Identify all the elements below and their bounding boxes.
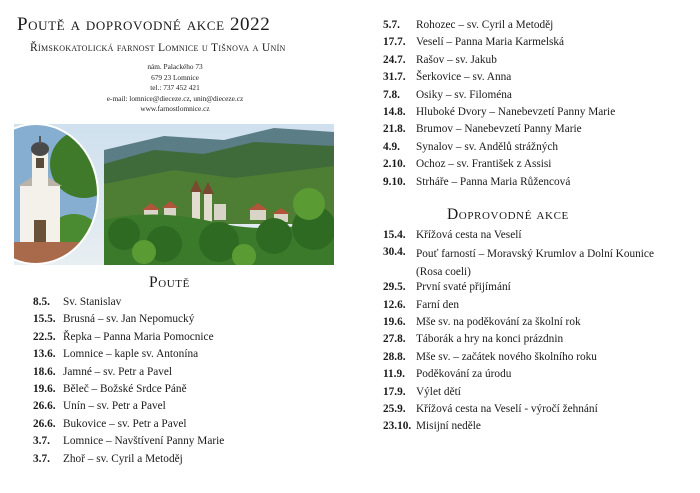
event-date: 18.6. [33, 365, 56, 378]
event-date: 26.6. [33, 417, 56, 430]
list-item [33, 331, 343, 348]
list-item [383, 141, 700, 158]
event-text: Mše sv. – začátek nového školního roku [416, 350, 597, 363]
event-date: 7.8. [383, 88, 400, 101]
event-date: 17.9. [383, 385, 406, 398]
list-item [383, 123, 700, 140]
event-text: Hluboké Dvory – Nanebevzetí Panny Marie [416, 105, 616, 118]
event-date: 26.6. [33, 400, 56, 413]
contact-block [65, 62, 285, 115]
event-date: 21.8. [383, 123, 406, 136]
list-item [383, 71, 700, 88]
event-text: Veselí – Panna Maria Karmelská [416, 36, 565, 49]
event-date: 2.10. [383, 158, 406, 171]
event-text: Synalov – sv. Andělů strážných [416, 140, 559, 153]
event-date: 14.8. [383, 105, 406, 118]
event-date: 17.7. [383, 36, 406, 49]
event-text: Misijní neděle [416, 420, 481, 433]
event-text: Poděkování za úrodu [416, 368, 512, 381]
event-text: Výlet dětí [416, 385, 461, 398]
event-text: Zhoř – sv. Cyril a Metoděj [63, 452, 183, 465]
event-date: 5.7. [383, 19, 400, 31]
event-text: Táborák a hry na konci prázdnin [416, 333, 564, 346]
event-text: Bukovice – sv. Petr a Pavel [63, 417, 187, 430]
event-text: Rašov – sv. Jakub [416, 53, 497, 66]
event-date: 11.9. [383, 368, 405, 381]
list-item [383, 106, 700, 123]
address-street: nám. Palackého 73 [147, 62, 203, 71]
poute-list [33, 296, 343, 470]
email: e-mail: lomnice@dieceze.cz, unin@dieceze.cz [106, 93, 244, 103]
poute-heading: Poutě [149, 274, 190, 291]
event-text: Lomnice – kaple sv. Antonína [63, 348, 199, 361]
event-date: 19.6. [33, 382, 56, 395]
list-item [383, 299, 700, 316]
page-title: Poutě a doprovodné akce 2022 [17, 14, 271, 35]
event-date: 15.4. [383, 229, 406, 241]
event-text: Sv. Stanislav [63, 296, 122, 308]
list-item [383, 316, 700, 333]
event-date: 24.7. [383, 53, 406, 66]
list-item [383, 420, 700, 437]
event-text: Brumov – Nanebevzetí Panny Marie [416, 123, 582, 136]
list-item [383, 176, 700, 193]
list-item [33, 400, 343, 417]
landscape-photo [14, 124, 334, 265]
event-date: 19.6. [383, 315, 406, 328]
list-item [383, 158, 700, 175]
list-item [33, 348, 343, 365]
list-item [383, 89, 700, 106]
event-text: Farní den [416, 298, 459, 311]
event-date: 3.7. [33, 452, 50, 465]
event-text: Unín – sv. Petr a Pavel [63, 400, 166, 413]
event-text: Rohozec – sv. Cyril a Metoděj [416, 19, 554, 31]
list-item [383, 246, 700, 281]
event-text: Křížová cesta na Veselí - výročí žehnání [416, 402, 598, 415]
akce-list [383, 229, 700, 438]
event-text: Jamné – sv. Petr a Pavel [63, 365, 173, 378]
event-text: Šerkovice – sv. Anna [416, 71, 512, 84]
event-date: 9.10. [383, 175, 406, 188]
event-date: 22.5. [33, 330, 56, 343]
event-text: Pouť farností – Moravský Krumlov a Dolní Kounice (Rosa coeli) [416, 248, 654, 278]
event-date: 13.6. [33, 348, 56, 361]
event-text: Mše sv. na poděkování za školní rok [416, 315, 581, 328]
website: www.farnostlomnice.cz [140, 104, 210, 114]
akce-heading: Doprovodné akce [447, 206, 569, 223]
event-text: Ochoz – sv. František z Assisi [416, 158, 552, 171]
list-item [33, 383, 343, 400]
list-item [383, 229, 700, 246]
list-item [33, 453, 343, 470]
event-text: Strháře – Panna Maria Růžencová [416, 175, 571, 188]
event-date: 3.7. [33, 435, 50, 448]
right-column [380, 0, 700, 493]
list-item [33, 418, 343, 435]
church-and-village-image [14, 124, 334, 265]
list-item [33, 366, 343, 383]
event-date: 27.8. [383, 333, 406, 346]
event-text: Lomnice – Navštívení Panny Marie [63, 435, 225, 448]
list-item [383, 403, 700, 420]
event-text: Osiky – sv. Filoména [416, 88, 512, 101]
event-date: 28.8. [383, 350, 406, 363]
event-date: 8.5. [33, 296, 50, 308]
event-date: 29.5. [383, 281, 406, 294]
event-text: Křížová cesta na Veselí [416, 229, 522, 241]
event-date: 25.9. [383, 402, 406, 415]
list-item [33, 296, 343, 313]
event-date: 31.7. [383, 71, 406, 84]
event-text: Brusná – sv. Jan Nepomucký [63, 313, 195, 326]
list-item [33, 313, 343, 330]
event-text: První svaté přijímání [416, 281, 511, 294]
event-date: 23.10. [383, 420, 412, 433]
list-item [383, 281, 700, 298]
list-item [383, 368, 700, 385]
left-column [0, 0, 345, 493]
list-item [383, 333, 700, 350]
list-item [33, 435, 343, 452]
list-item [383, 19, 700, 36]
list-item [383, 351, 700, 368]
event-text: Řepka – Panna Maria Pomocnice [63, 330, 214, 343]
list-item [383, 386, 700, 403]
event-date: 4.9. [383, 140, 400, 153]
event-date: 15.5. [33, 313, 56, 326]
list-item [383, 54, 700, 71]
poute-continued-list [383, 19, 700, 193]
address-city: 679 23 Lomnice [151, 72, 199, 82]
event-date: 12.6. [383, 298, 406, 311]
phone: tel.: 737 452 421 [150, 83, 200, 93]
event-date: 30.4. [383, 246, 406, 259]
parish-name: Římskokatolická farnost Lomnice u Tišnova a Unín [30, 41, 286, 54]
list-item [383, 36, 700, 53]
event-text: Běleč – Božské Srdce Páně [63, 382, 187, 395]
